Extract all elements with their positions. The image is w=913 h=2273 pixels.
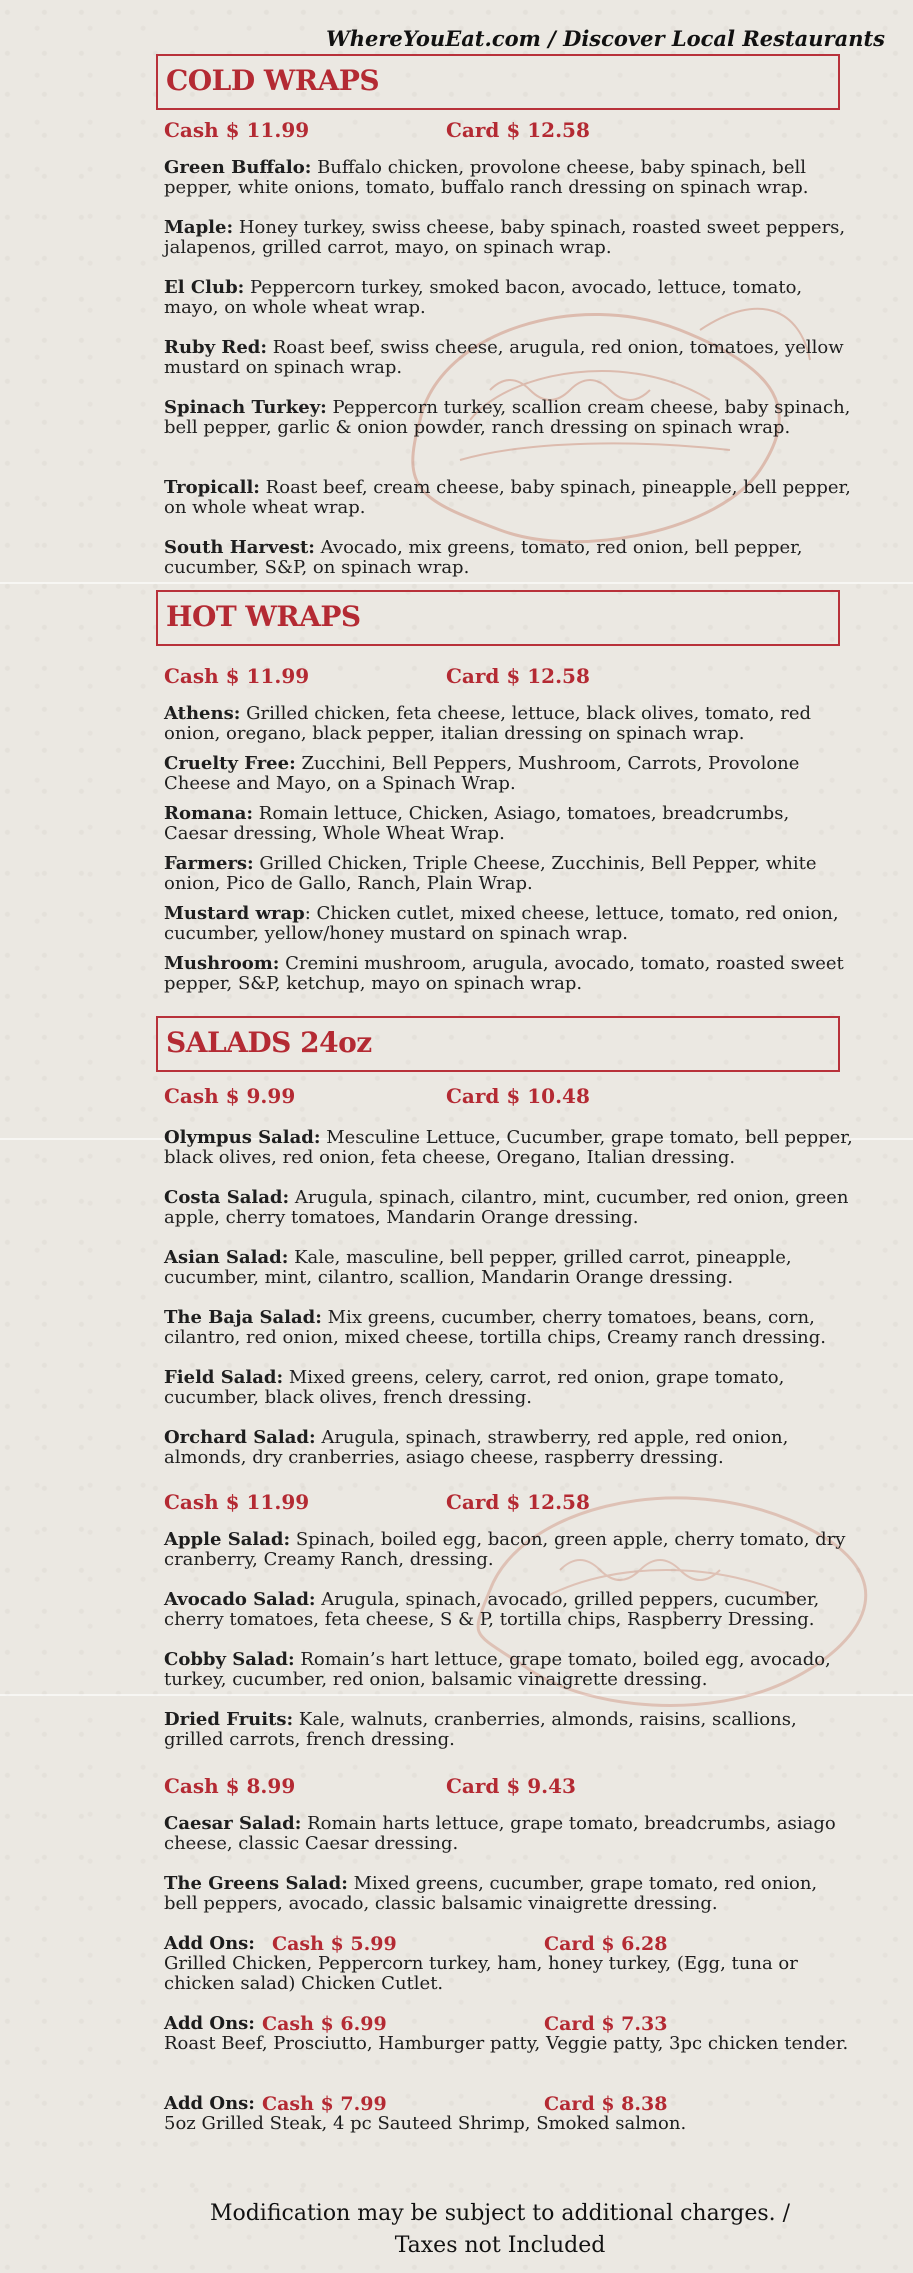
menu-item: [164, 338, 854, 378]
item-desc: Zucchini, Bell Peppers, Mushroom, Carrots, Provolone Cheese and Mayo, on a Spinach Wrap.: [164, 753, 800, 794]
site-watermark: WhereYouEat.com / Discover Local Restaurants: [326, 26, 885, 51]
item-name: Orchard Salad:: [164, 1427, 316, 1448]
add-ons-desc: 5oz Grilled Steak, 4 pc Sauteed Shrimp, Smoked salmon.: [164, 2113, 687, 2134]
card-price: Card $ 12.58: [446, 1490, 590, 1514]
item-name: Apple Salad:: [164, 1529, 291, 1550]
cash-price: Cash $ 11.99: [164, 1490, 310, 1514]
cash-price: Cash $ 11.99: [164, 664, 310, 688]
menu-item: [164, 158, 854, 198]
section-header-hot-wraps: [156, 590, 840, 646]
menu-item: [164, 1650, 854, 1690]
add-ons-label: Add Ons:: [164, 2093, 255, 2114]
item-desc: Honey turkey, swiss cheese, baby spinach, roasted sweet peppers, jalapenos, grilled carrot, mayo, on spinach wrap.: [164, 217, 846, 258]
item-name: Olympus Salad:: [164, 1127, 321, 1148]
card-price: Card $ 10.48: [446, 1084, 590, 1108]
item-name: Mushroom:: [164, 953, 280, 974]
menu-item: [164, 478, 854, 518]
item-name: Maple:: [164, 217, 234, 238]
add-ons-desc: Grilled Chicken, Peppercorn turkey, ham, honey turkey, (Egg, tuna or chicken salad) Chicken Cutlet.: [164, 1953, 798, 1994]
section-title: SALADS 24oz: [166, 1026, 372, 1059]
menu-item: [164, 704, 854, 744]
item-name: Cobby Salad:: [164, 1649, 295, 1670]
cash-price: Cash $ 9.99: [164, 1084, 296, 1108]
item-desc: Arugula, spinach, cilantro, mint, cucumber, red onion, green apple, cherry tomatoes, Mandarin Orange dressing.: [164, 1187, 849, 1228]
item-name: South Harvest:: [164, 537, 315, 558]
item-name: The Greens Salad:: [164, 1873, 348, 1894]
card-price: Card $ 7.33: [544, 2013, 668, 2035]
menu-item: [164, 1590, 854, 1630]
item-name: Spinach Turkey:: [164, 397, 327, 418]
item-desc: Peppercorn turkey, smoked bacon, avocado, lettuce, tomato, mayo, on whole wheat wrap.: [164, 277, 803, 318]
item-desc: Grilled chicken, feta cheese, lettuce, black olives, tomato, red onion, oregano, black pepper, italian dressing on spinach wrap.: [164, 703, 812, 744]
menu-item: [164, 1814, 854, 1854]
menu-item: [164, 1128, 854, 1168]
item-name: Costa Salad:: [164, 1187, 290, 1208]
cash-price: Cash $ 5.99: [272, 1933, 397, 1955]
menu-item: [164, 278, 854, 318]
item-name: Field Salad:: [164, 1367, 284, 1388]
footer-line: Modification may be subject to additional charges. /: [209, 2201, 791, 2226]
item-desc: Romain’s hart lettuce, grape tomato, boiled egg, avocado, turkey, cucumber, red onion, balsamic vinaigrette dressing.: [164, 1649, 831, 1690]
item-desc: Peppercorn turkey, scallion cream cheese, baby spinach, bell pepper, garlic & onion powder, ranch dressing on spinach wrap.: [164, 397, 851, 438]
item-desc: Mixed greens, cucumber, grape tomato, red onion, bell peppers, avocado, classic balsamic vinaigrette dressing.: [164, 1873, 818, 1914]
item-name: Asian Salad:: [164, 1247, 289, 1268]
menu-item: [164, 218, 854, 258]
item-desc: Avocado, mix greens, tomato, red onion, bell pepper, cucumber, S&P, on spinach wrap.: [164, 537, 803, 578]
card-price: Card $ 12.58: [446, 664, 590, 688]
item-name: Tropicall:: [164, 477, 260, 498]
item-name: Mustard wrap: [164, 903, 305, 924]
card-price: Card $ 9.43: [446, 1774, 576, 1798]
section-header-salads: [156, 1016, 840, 1072]
menu-item: [164, 804, 854, 844]
section-title: COLD WRAPS: [166, 64, 380, 97]
item-desc: Roast beef, cream cheese, baby spinach, pineapple, bell pepper, on whole wheat wrap.: [164, 477, 851, 518]
add-ons: [164, 1934, 864, 1994]
add-ons-label: Add Ons:: [164, 1933, 255, 1954]
menu-item: [164, 754, 854, 794]
menu-item: [164, 1428, 854, 1468]
menu-item: [164, 1248, 854, 1288]
item-desc: Kale, walnuts, cranberries, almonds, raisins, scallions, grilled carrots, french dressing.: [164, 1709, 797, 1750]
item-name: The Baja Salad:: [164, 1307, 322, 1328]
item-name: Caesar Salad:: [164, 1813, 302, 1834]
item-desc: Cremini mushroom, arugula, avocado, tomato, roasted sweet pepper, S&P, ketchup, mayo on spinach wrap.: [164, 953, 844, 994]
item-desc: Mix greens, cucumber, cherry tomatoes, beans, corn, cilantro, red onion, mixed cheese, tortilla chips, Creamy ranch dressing.: [164, 1307, 826, 1348]
item-desc: Romain lettuce, Chicken, Asiago, tomatoes, breadcrumbs, Caesar dressing, Whole Wheat Wrap.: [164, 803, 790, 844]
item-desc: : Chicken cutlet, mixed cheese, lettuce, tomato, red onion, cucumber, yellow/honey mustard on spinach wrap.: [164, 903, 839, 944]
item-name: Romana:: [164, 803, 254, 824]
section-header-cold-wraps: [156, 54, 840, 110]
menu-item: [164, 1368, 854, 1408]
item-name: Athens:: [164, 703, 241, 724]
footer-note: [150, 2198, 850, 2262]
card-price: Card $ 12.58: [446, 118, 590, 142]
item-desc: Romain harts lettuce, grape tomato, breadcrumbs, asiago cheese, classic Caesar dressing.: [164, 1813, 836, 1854]
cash-price: Cash $ 8.99: [164, 1774, 296, 1798]
menu-item: [164, 1710, 854, 1750]
menu-item: [164, 954, 854, 994]
item-desc: Buffalo chicken, provolone cheese, baby spinach, bell pepper, white onions, tomato, buffalo ranch dressing on spinach wrap.: [164, 157, 809, 198]
menu-item: [164, 1308, 854, 1348]
menu-item: [164, 854, 854, 894]
item-desc: Roast beef, swiss cheese, arugula, red onion, tomatoes, yellow mustard on spinach wrap.: [164, 337, 844, 378]
card-price: Card $ 6.28: [544, 1933, 668, 1955]
item-name: El Club:: [164, 277, 245, 298]
menu-item: [164, 538, 854, 578]
fold-line: [0, 582, 913, 584]
item-name: Dried Fruits:: [164, 1709, 294, 1730]
item-desc: Grilled Chicken, Triple Cheese, Zucchinis, Bell Pepper, white onion, Pico de Gallo, Ranch, Plain Wrap.: [164, 853, 817, 894]
card-price: Card $ 8.38: [544, 2093, 668, 2115]
item-name: Avocado Salad:: [164, 1589, 316, 1610]
footer-line: Taxes not Included: [394, 2233, 606, 2258]
menu-item: [164, 398, 854, 438]
cash-price: Cash $ 11.99: [164, 118, 310, 142]
item-desc: Mixed greens, celery, carrot, red onion, grape tomato, cucumber, black olives, french dressing.: [164, 1367, 785, 1408]
cash-price: Cash $ 6.99: [262, 2013, 387, 2035]
item-name: Green Buffalo:: [164, 157, 312, 178]
item-desc: Arugula, spinach, avocado, grilled peppers, cucumber, cherry tomatoes, feta cheese, S & P, tortilla chips, Raspberry Dressing.: [164, 1589, 820, 1630]
cash-price: Cash $ 7.99: [262, 2093, 387, 2115]
item-name: Cruelty Free:: [164, 753, 296, 774]
item-desc: Mesculine Lettuce, Cucumber, grape tomato, bell pepper, black olives, red onion, feta cheese, Oregano, Italian dressing.: [164, 1127, 853, 1168]
item-desc: Spinach, boiled egg, bacon, green apple, cherry tomato, dry cranberry, Creamy Ranch, dressing.: [164, 1529, 846, 1570]
add-ons-desc: Roast Beef, Prosciutto, Hamburger patty, Veggie patty, 3pc chicken tender.: [164, 2033, 849, 2054]
add-ons-label: Add Ons:: [164, 2013, 255, 2034]
item-name: Farmers:: [164, 853, 254, 874]
add-ons: [164, 2014, 864, 2054]
add-ons: [164, 2094, 864, 2134]
menu-item: [164, 1530, 854, 1570]
menu-item: [164, 1188, 854, 1228]
menu-item: [164, 904, 854, 944]
menu-item: [164, 1874, 854, 1914]
item-desc: Kale, masculine, bell pepper, grilled carrot, pineapple, cucumber, mint, cilantro, scallion, Mandarin Orange dressing.: [164, 1247, 792, 1288]
item-desc: Arugula, spinach, strawberry, red apple, red onion, almonds, dry cranberries, asiago cheese, raspberry dressing.: [164, 1427, 789, 1468]
section-title: HOT WRAPS: [166, 600, 361, 633]
item-name: Ruby Red:: [164, 337, 267, 358]
